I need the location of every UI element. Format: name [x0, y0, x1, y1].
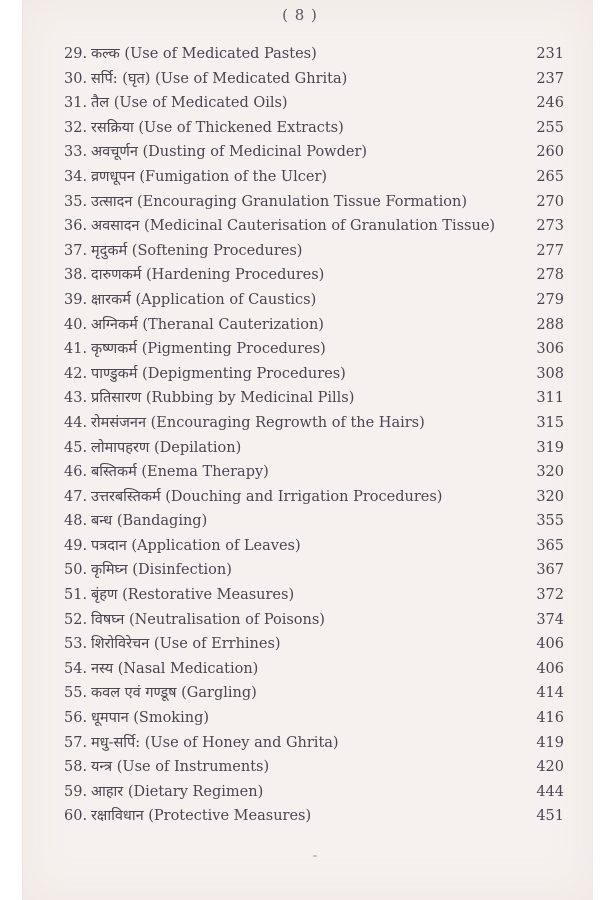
entry-title: कल्क (Use of Medicated Pastes) — [91, 46, 317, 62]
entry-page-number: 288 — [536, 316, 564, 333]
entry-page-number: 406 — [536, 636, 564, 653]
entry-title: आहार (Dietary Regimen) — [91, 783, 264, 800]
toc-entry — [64, 386, 564, 411]
entry-number: 41. — [64, 341, 88, 358]
entry-title: उत्सादन (Encouraging Granulation Tissue Formation) — [91, 193, 467, 210]
entry-number: 49. — [64, 537, 88, 554]
entry-page-number: 270 — [536, 193, 564, 210]
entry-title: अवचूर्णन (Dusting of Medicinal Powder) — [91, 144, 368, 161]
entry-number: 56. — [64, 710, 88, 727]
entry-page-number: 372 — [536, 587, 564, 604]
entry-number: 46. — [64, 464, 88, 481]
entry-page-number: 311 — [536, 390, 564, 407]
entry-page-number: 279 — [536, 291, 564, 308]
toc-entry — [64, 362, 564, 387]
toc-entry — [64, 681, 564, 706]
toc-entry — [64, 534, 564, 559]
entry-title: बन्ध (Bandaging) — [91, 513, 208, 530]
entry-title: कवल एवं गण्डूष (Gargling) — [91, 685, 257, 702]
toc-entry — [64, 558, 564, 583]
entry-number: 47. — [64, 488, 88, 505]
entry-page-number: 231 — [536, 46, 564, 62]
ink-smudge — [313, 855, 317, 857]
entry-page-number: 260 — [536, 144, 564, 161]
entry-number: 37. — [64, 242, 88, 259]
entry-title: अवसादन (Medicinal Cauterisation of Granulation Tissue) — [91, 218, 496, 235]
entry-title: रोमसंजनन (Encouraging Regrowth of the Hairs) — [91, 414, 425, 431]
table-of-contents — [64, 42, 564, 829]
entry-number: 58. — [64, 759, 88, 776]
entry-page-number: 367 — [536, 562, 564, 579]
entry-title: विषघ्न (Neutralisation of Poisons) — [91, 611, 325, 628]
entry-page-number: 308 — [536, 365, 564, 382]
toc-entry — [64, 780, 564, 805]
toc-entry — [64, 706, 564, 731]
entry-page-number: 255 — [536, 119, 564, 136]
entry-title: सर्पि: (घृत) (Use of Medicated Ghrita) — [91, 70, 348, 87]
entry-number: 39. — [64, 291, 88, 308]
entry-title: व्रणधूपन (Fumigation of the Ulcer) — [91, 168, 328, 185]
entry-page-number: 265 — [536, 168, 564, 185]
entry-number: 60. — [64, 808, 88, 825]
entry-page-number: 416 — [536, 710, 564, 727]
toc-entry — [64, 263, 564, 288]
entry-title: क्षारकर्म (Application of Caustics) — [91, 291, 317, 308]
toc-entry — [64, 190, 564, 215]
entry-page-number: 419 — [536, 734, 564, 751]
toc-entry — [64, 42, 564, 67]
entry-page-number: 246 — [536, 95, 564, 112]
entry-number: 33. — [64, 144, 88, 161]
toc-entry — [64, 632, 564, 657]
toc-entry — [64, 460, 564, 485]
entry-title: अग्निकर्म (Theranal Cauterization) — [91, 316, 324, 333]
entry-number: 51. — [64, 587, 88, 604]
entry-page-number: 237 — [536, 70, 564, 87]
entry-page-number: 374 — [536, 611, 564, 628]
page-number: ( 8 ) — [282, 6, 318, 24]
entry-number: 31. — [64, 95, 88, 112]
entry-title: रसक्रिया (Use of Thickened Extracts) — [91, 119, 344, 136]
entry-number: 53. — [64, 636, 88, 653]
entry-title: तैल (Use of Medicated Oils) — [91, 95, 288, 112]
entry-number: 38. — [64, 267, 88, 284]
entry-number: 34. — [64, 168, 88, 185]
entry-page-number: 315 — [536, 414, 564, 431]
toc-entry — [64, 608, 564, 633]
toc-entry — [64, 67, 564, 92]
toc-entry — [64, 804, 564, 829]
toc-entry — [64, 731, 564, 756]
entry-number: 54. — [64, 660, 88, 677]
entry-page-number: 355 — [536, 513, 564, 530]
entry-number: 29. — [64, 46, 88, 62]
entry-title: धूमपान (Smoking) — [91, 710, 210, 727]
toc-entry — [64, 91, 564, 116]
toc-entry — [64, 214, 564, 239]
entry-number: 43. — [64, 390, 88, 407]
toc-entry — [64, 140, 564, 165]
entry-number: 52. — [64, 611, 88, 628]
entry-page-number: 365 — [536, 537, 564, 554]
entry-number: 35. — [64, 193, 88, 210]
toc-entry — [64, 288, 564, 313]
entry-number: 50. — [64, 562, 88, 579]
entry-title: उत्तरबस्तिकर्म (Douching and Irrigation Procedures) — [91, 488, 443, 505]
entry-title: नस्य (Nasal Medication) — [91, 660, 259, 677]
entry-page-number: 278 — [536, 267, 564, 284]
entry-page-number: 277 — [536, 242, 564, 259]
entry-number: 59. — [64, 783, 88, 800]
entry-page-number: 420 — [536, 759, 564, 776]
entry-title: बृंहण (Restorative Measures) — [91, 587, 295, 604]
entry-title: कृष्णकर्म (Pigmenting Procedures) — [91, 341, 326, 358]
entry-title: यन्त्र (Use of Instruments) — [91, 759, 270, 776]
entry-number: 55. — [64, 685, 88, 702]
entry-title: बस्तिकर्म (Enema Therapy) — [91, 464, 269, 481]
entry-number: 32. — [64, 119, 88, 136]
entry-title: मृदुकर्म (Softening Procedures) — [91, 242, 303, 259]
entry-page-number: 414 — [536, 685, 564, 702]
entry-number: 30. — [64, 70, 88, 87]
toc-entry — [64, 313, 564, 338]
entry-page-number: 319 — [536, 439, 564, 456]
entry-number: 57. — [64, 734, 88, 751]
entry-title: रक्षाविधान (Protective Measures) — [91, 808, 312, 825]
entry-title: शिरोविरेचन (Use of Errhines) — [91, 636, 281, 653]
entry-page-number: 406 — [536, 660, 564, 677]
entry-number: 44. — [64, 414, 88, 431]
toc-entry — [64, 436, 564, 461]
entry-page-number: 320 — [536, 488, 564, 505]
entry-page-number: 306 — [536, 341, 564, 358]
toc-entry — [64, 583, 564, 608]
toc-entry — [64, 755, 564, 780]
toc-entry — [64, 337, 564, 362]
entry-title: मधु-सर्पि: (Use of Honey and Ghrita) — [91, 734, 339, 751]
toc-entry — [64, 116, 564, 141]
toc-entry — [64, 657, 564, 682]
toc-entry — [64, 165, 564, 190]
entry-number: 40. — [64, 316, 88, 333]
entry-number: 36. — [64, 218, 88, 235]
entry-title: दारुणकर्म (Hardening Procedures) — [91, 267, 325, 284]
toc-entry — [64, 411, 564, 436]
entry-page-number: 320 — [536, 464, 564, 481]
entry-number: 42. — [64, 365, 88, 382]
entry-title: पत्रदान (Application of Leaves) — [91, 537, 301, 554]
entry-page-number: 451 — [536, 808, 564, 825]
entry-title: प्रतिसारण (Rubbing by Medicinal Pills) — [91, 390, 355, 407]
entry-title: पाण्डुकर्म (Depigmenting Procedures) — [91, 365, 346, 382]
entry-title: लोमापहरण (Depilation) — [91, 439, 242, 456]
entry-number: 45. — [64, 439, 88, 456]
entry-number: 48. — [64, 513, 88, 530]
entry-page-number: 444 — [536, 783, 564, 800]
toc-entry — [64, 485, 564, 510]
entry-title: कृमिघ्न (Disinfection) — [91, 562, 232, 579]
entry-page-number: 273 — [536, 218, 564, 235]
toc-entry — [64, 239, 564, 264]
toc-entry — [64, 509, 564, 534]
